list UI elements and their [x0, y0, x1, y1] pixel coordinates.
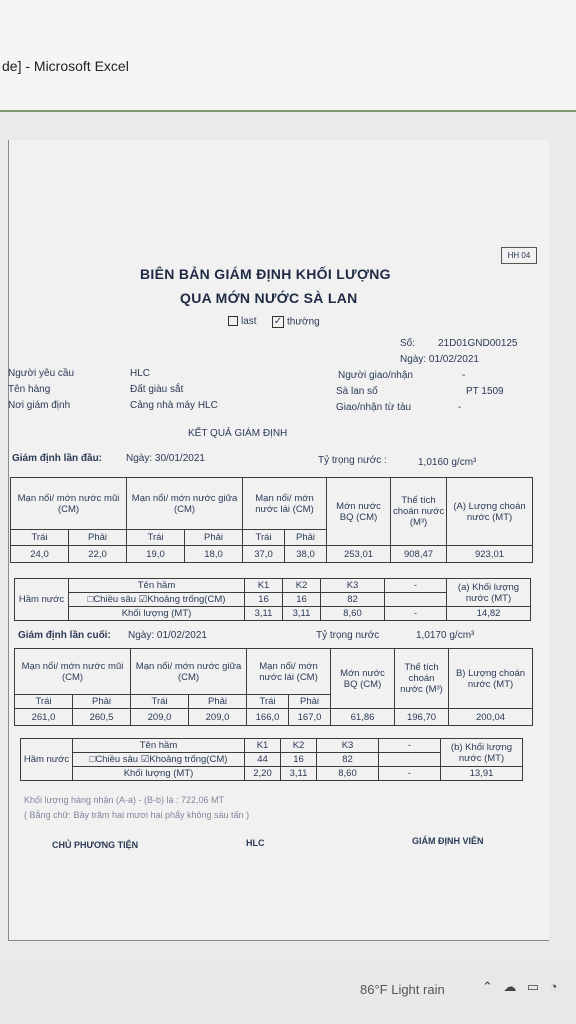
location-label: Nơi giám định	[8, 400, 71, 411]
tank-name-header: Tên hầm	[73, 739, 245, 753]
net-weight-words: ( Bằng chữ: Bảy trăm hai mươi hai phẩy không sáu tấn )	[24, 810, 250, 820]
report-date: Ngày: 01/02/2021	[400, 354, 479, 365]
tank-name-header: Tên hầm	[69, 579, 245, 593]
col-left: Trái	[11, 530, 69, 546]
taskbar	[0, 960, 576, 1024]
from-ship-value: -	[458, 402, 462, 413]
from-ship-label: Giao/nhận từ tàu	[336, 402, 412, 413]
option-last[interactable]: last	[228, 316, 257, 327]
table-cell: 37,0	[243, 546, 285, 563]
table-cell	[379, 753, 441, 767]
cargo-label: Tên hàng	[8, 384, 51, 395]
barge-value: PT 1509	[466, 386, 504, 397]
tank-dash: -	[379, 739, 441, 753]
col-right: Phải	[185, 530, 243, 546]
tank-k3: K3	[321, 579, 385, 593]
table-cell: 253,01	[327, 546, 391, 563]
volume-icon[interactable]: ◔	[549, 979, 558, 994]
table-cell: 19,0	[127, 546, 185, 563]
col-right: Phải	[285, 530, 327, 546]
tank-dash: -	[385, 607, 447, 621]
tank-result-header: (b) Khối lượng nước (MT)	[441, 739, 523, 767]
deliverer-value: -	[462, 370, 466, 381]
col-right: Phải	[189, 695, 247, 709]
table-cell: 16	[283, 593, 321, 607]
header-mid: Mạn nổi/ mớn nước giữa (CM)	[127, 478, 243, 530]
window-title: de] - Microsoft Excel	[2, 58, 129, 74]
cloud-icon[interactable]: ☁	[503, 979, 517, 994]
header-avg-draft: Mớn nước BQ (CM)	[331, 649, 395, 709]
table-cell: 200,04	[449, 709, 533, 726]
col-right: Phải	[69, 530, 127, 546]
tank-k2: K2	[281, 739, 317, 753]
table-cell: 8,60	[321, 607, 385, 621]
col-left: Trái	[15, 695, 73, 709]
table-cell: 923,01	[447, 546, 533, 563]
table-cell: 3,11	[245, 607, 283, 621]
header-mid: Mạn nổi/ mớn nước giữa (CM)	[131, 649, 247, 695]
signature-owner: CHỦ PHƯƠNG TIỆN	[52, 840, 139, 850]
first-density-value: 1,0160 g/cm³	[418, 457, 477, 468]
network-icon[interactable]: ▭	[526, 979, 540, 994]
table-cell: 82	[317, 753, 379, 767]
tank-row2-label: Khối lượng (MT)	[69, 607, 245, 621]
first-tank-table	[14, 578, 531, 621]
results-heading: KẾT QUẢ GIÁM ĐỊNH	[188, 428, 288, 439]
header-bow: Mạn nổi/ mớn nước mũi (CM)	[11, 478, 127, 530]
table-cell	[385, 593, 447, 607]
checkbox-checked-icon: ✓	[273, 316, 283, 327]
table-cell: 261,0	[15, 709, 73, 726]
last-survey-label: Giám định lần cuối:	[18, 630, 111, 641]
table-cell: 196,70	[395, 709, 449, 726]
table-cell: 908,47	[391, 546, 447, 563]
net-weight-line: Khối lượng hàng nhận (A-a) - (B-b) là : 722,06 MT	[24, 795, 225, 805]
header-avg-draft: Mớn nước BQ (CM)	[327, 478, 391, 546]
table-cell: 16	[281, 753, 317, 767]
barge-label: Sà lan số	[336, 386, 378, 397]
weather-widget[interactable]: 86°F Light rain	[360, 982, 445, 997]
col-right: Phải	[289, 695, 331, 709]
excel-title-bar	[0, 0, 576, 112]
table-cell: 167,0	[289, 709, 331, 726]
table-cell: 38,0	[285, 546, 327, 563]
requester-label: Người yêu cầu	[8, 368, 75, 379]
last-density-label: Tỷ trọng nước	[316, 630, 380, 641]
table-cell: 2,20	[245, 767, 281, 781]
last-survey-date: Ngày: 01/02/2021	[128, 630, 207, 641]
signature-inspector: GIÁM ĐỊNH VIÊN	[412, 836, 484, 846]
tank-k1: K1	[245, 579, 283, 593]
tank-row1-label: □Chiều sâu ☑Khoảng trống(CM)	[73, 753, 245, 767]
first-density-label: Tỷ trọng nước :	[318, 455, 387, 466]
cargo-value: Đất giàu sắt	[130, 384, 184, 395]
table-cell: 24,0	[11, 546, 69, 563]
first-survey-label: Giám định lần đầu:	[12, 453, 103, 464]
tray-icons	[476, 978, 557, 996]
header-stern: Mạn nổi/ mớn nước lái (CM)	[243, 478, 327, 530]
requester-value: HLC	[130, 368, 151, 379]
so-label: Số:	[400, 338, 416, 349]
header-bow: Mạn nổi/ mớn nước mũi (CM)	[15, 649, 131, 695]
report-title-line1: BIÊN BẢN GIÁM ĐỊNH KHỐI LƯỢNG	[140, 266, 391, 282]
location-value: Cảng nhà máy HLC	[130, 400, 218, 411]
header-displacement: (A) Lượng choán nước (MT)	[447, 478, 533, 546]
col-left: Trái	[131, 695, 189, 709]
col-left: Trái	[247, 695, 289, 709]
col-right: Phải	[73, 695, 131, 709]
header-volume: Thể tích choán nước (M³)	[391, 478, 447, 546]
header-volume: Thể tích choán nước (M³)	[395, 649, 449, 709]
tank-k1: K1	[245, 739, 281, 753]
table-cell: 16	[245, 593, 283, 607]
last-draft-table	[14, 648, 533, 726]
tank-k3: K3	[317, 739, 379, 753]
checkbox-unchecked-icon	[228, 316, 238, 326]
tank-k2: K2	[283, 579, 321, 593]
tank-header: Hầm nước	[21, 739, 73, 781]
table-cell: 260,5	[73, 709, 131, 726]
table-cell: 44	[245, 753, 281, 767]
deliverer-label: Người giao/nhận	[338, 370, 413, 381]
tank-dash: -	[379, 767, 441, 781]
tank-row1-label: □Chiều sâu ☑Khoảng trống(CM)	[69, 593, 245, 607]
header-displacement: B) Lượng choán nước (MT)	[449, 649, 533, 709]
table-cell: 209,0	[189, 709, 247, 726]
tank-header: Hầm nước	[15, 579, 69, 621]
tank-result: 14,82	[447, 607, 531, 621]
table-cell: 3,11	[281, 767, 317, 781]
tank-result: 13,91	[441, 767, 523, 781]
table-cell: 61,86	[331, 709, 395, 726]
report-title-line2: QUA MỚN NƯỚC SÀ LAN	[180, 290, 358, 306]
chevron-up-icon[interactable]: ⌃	[482, 979, 493, 994]
tank-row2-label: Khối lượng (MT)	[73, 767, 245, 781]
table-cell: 18,0	[185, 546, 243, 563]
table-cell: 3,11	[283, 607, 321, 621]
last-density-value: 1,0170 g/cm³	[416, 630, 475, 641]
tank-result-header: (a) Khối lượng nước (MT)	[447, 579, 531, 607]
col-left: Trái	[243, 530, 285, 546]
header-stern: Mạn nổi/ mớn nước lái (CM)	[247, 649, 331, 695]
table-cell: 166,0	[247, 709, 289, 726]
table-cell: 8,60	[317, 767, 379, 781]
tank-dash: -	[385, 579, 447, 593]
first-draft-table	[10, 477, 533, 563]
table-cell: 82	[321, 593, 385, 607]
form-code: HH 04	[501, 247, 537, 264]
option-thuong[interactable]: ✓ thường	[273, 316, 320, 328]
first-survey-date: Ngày: 30/01/2021	[126, 453, 205, 464]
table-cell: 209,0	[131, 709, 189, 726]
col-left: Trái	[127, 530, 185, 546]
signature-hlc: HLC	[246, 838, 265, 848]
last-tank-table	[20, 738, 523, 781]
table-cell: 22,0	[69, 546, 127, 563]
so-value: 21D01GND00125	[438, 338, 518, 349]
